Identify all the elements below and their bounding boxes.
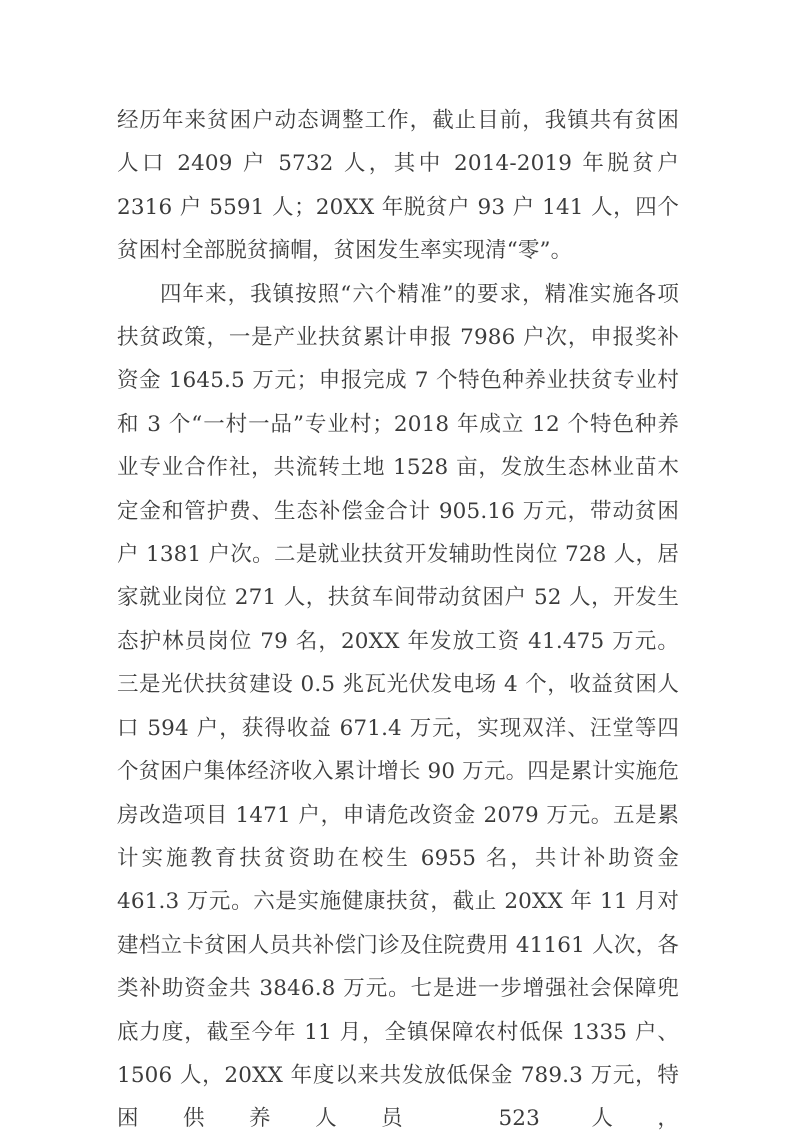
paragraph-four-year-poverty-alleviation-policies: 四年来，我镇按照“六个精准”的要求，精准实施各项扶贫政策，一是产业扶贫累计申报 7986 户次，申报奖补资金 1645.5 万元；申报完成 7 个特色种养业扶贫专业村和 3 个“一村一品”专业村；2018 年成立 12 个特色种养业专业合作社，共流转土地 1528 亩，发放生态林业苗木定金和管护费、生态补偿金合计 905.16 万元，带动贫困户 1381 户次。二是就业扶贫开发辅助性岗位 728 人，居家就业岗位 271 人，扶贫车间带动贫困户 52 人，开发生态护林员岗位 79 名，20XX 年发放工资 41.475 万元。三是光伏扶贫建设 0.5 兆瓦光伏发电场 4 个，收益贫困人口 594 户，获得收益 671.4 万元，实现双洋、汪堂等四个贫困户集体经济收入累计增长 90 万元。四是累计实施危房改造项目 1471 户，申请危改资金 2079 万元。五是累计实施教育扶贫资助在校生 6955 名，共计补助资金 461.3 万元。六是实施健康扶贫，截止 20XX 年 11 月对建档立卡贫困人员共补偿门诊及住院费用 41161 人次，各类补助资金共 3846.8 万元。七是进一步增强社会保障兜底力度，截至今年 11 月，全镇保障农村低保 1335 户、1506 人，20XX 年度以来共发放低保金 789.3 万元，特困供养人员 523 人， [117,281,679,1132]
document-text-column [117,99,679,1141]
paragraph-poverty-household-adjustment: 经历年来贫困户动态调整工作，截止目前，我镇共有贫困人口 2409 户 5732 人，其中 2014-2019 年脱贫户 2316 户 5591 人；20XX 年脱贫户 93 户 141 人，四个贫困村全部脱贫摘帽，贫困发生率实现清“零”。 [117,108,679,264]
